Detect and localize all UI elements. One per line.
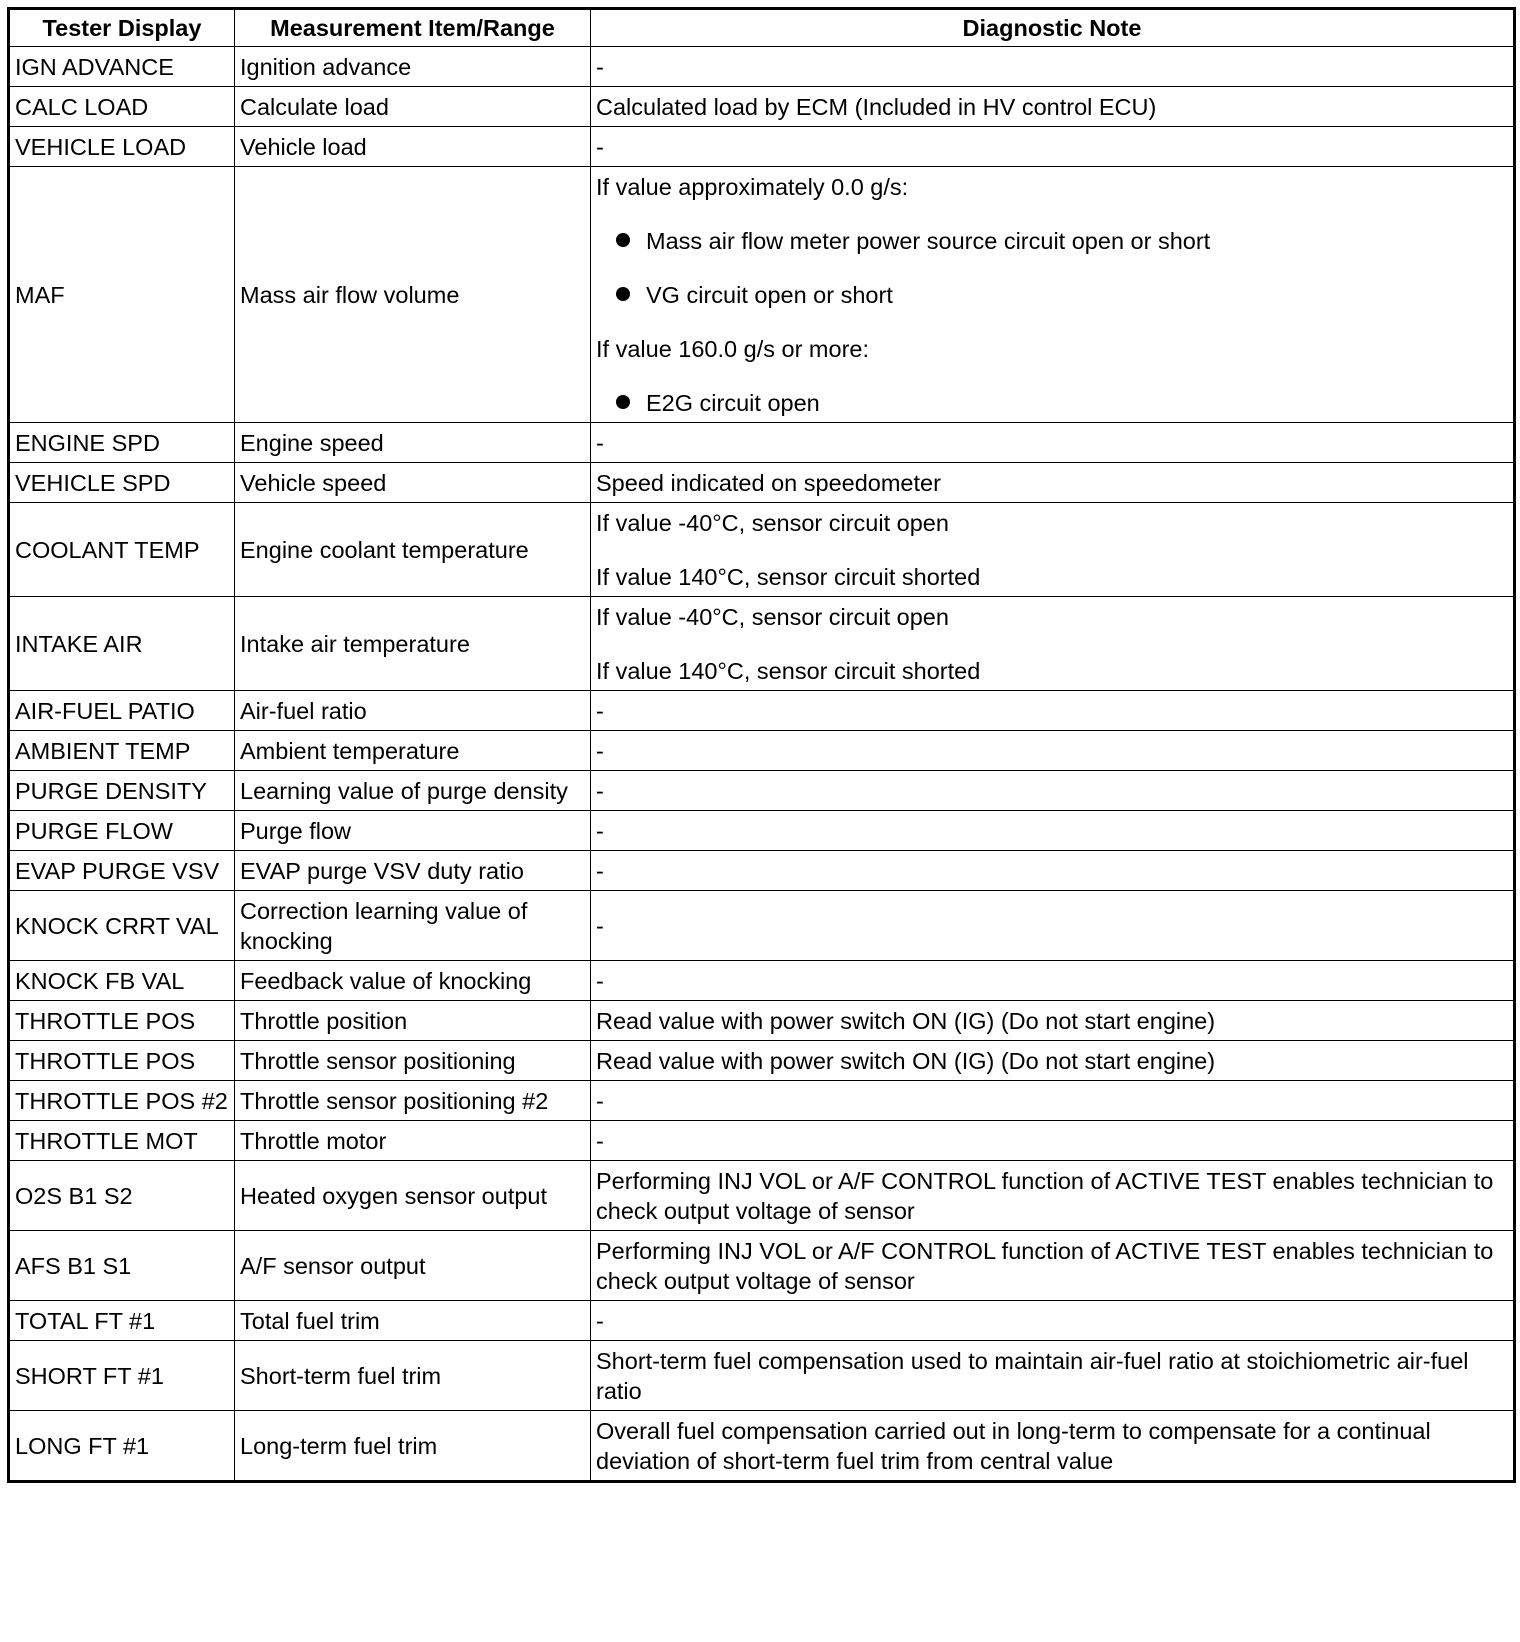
cell-tester-display: KNOCK CRRT VAL [9,891,235,961]
cell-measurement-item: Purge flow [235,811,591,851]
cell-diagnostic-note: - [591,1081,1515,1121]
cell-measurement-item: Vehicle load [235,127,591,167]
table-row [9,1411,1515,1482]
cell-measurement-item: Vehicle speed [235,463,591,503]
cell-measurement-item: EVAP purge VSV duty ratio [235,851,591,891]
cell-diagnostic-note [591,503,1515,597]
cell-tester-display: VEHICLE SPD [9,463,235,503]
cell-measurement-item: A/F sensor output [235,1231,591,1301]
table-row [9,167,1515,423]
note-line: If value -40°C, sensor circuit open [596,510,949,536]
bullet-icon [616,395,630,409]
cell-diagnostic-note: Performing INJ VOL or A/F CONTROL function of ACTIVE TEST enables technician to check output voltage of sensor [591,1161,1515,1231]
table-row [9,811,1515,851]
table-row [9,423,1515,463]
cell-tester-display: IGN ADVANCE [9,47,235,87]
table-row [9,47,1515,87]
note-line: If value 140°C, sensor circuit shorted [596,658,981,684]
cell-tester-display: THROTTLE POS [9,1041,235,1081]
cell-measurement-item: Ignition advance [235,47,591,87]
cell-tester-display: COOLANT TEMP [9,503,235,597]
document-page [7,7,1513,1483]
table-row [9,691,1515,731]
cell-diagnostic-note: - [591,961,1515,1001]
cell-diagnostic-note: - [591,1301,1515,1341]
cell-tester-display: INTAKE AIR [9,597,235,691]
cell-diagnostic-note: Overall fuel compensation carried out in long-term to compensate for a continual deviation of short-term fuel trim from central value [591,1411,1515,1482]
table-row [9,1231,1515,1301]
cell-diagnostic-note [591,167,1515,423]
cell-measurement-item: Throttle sensor positioning [235,1041,591,1081]
cell-tester-display: CALC LOAD [9,87,235,127]
cell-diagnostic-note: - [591,423,1515,463]
table-row [9,597,1515,691]
cell-diagnostic-note: - [591,891,1515,961]
bullet-text: E2G circuit open [646,390,820,416]
cell-diagnostic-note: - [591,771,1515,811]
cell-tester-display: O2S B1 S2 [9,1161,235,1231]
header-tester-display: Tester Display [9,9,235,47]
cell-tester-display: VEHICLE LOAD [9,127,235,167]
table-header-row [9,9,1515,47]
cell-tester-display: TOTAL FT #1 [9,1301,235,1341]
bullet-icon [616,287,630,301]
cell-tester-display: MAF [9,167,235,423]
cell-measurement-item: Engine coolant temperature [235,503,591,597]
cell-measurement-item: Throttle sensor positioning #2 [235,1081,591,1121]
diagnostic-data-table [7,7,1516,1483]
table-row [9,1001,1515,1041]
cell-measurement-item: Throttle motor [235,1121,591,1161]
note-line: If value 160.0 g/s or more: [596,336,870,362]
cell-measurement-item: Intake air temperature [235,597,591,691]
cell-measurement-item: Ambient temperature [235,731,591,771]
cell-tester-display: PURGE DENSITY [9,771,235,811]
cell-measurement-item: Heated oxygen sensor output [235,1161,591,1231]
header-diagnostic-note: Diagnostic Note [591,9,1515,47]
table-row [9,87,1515,127]
cell-diagnostic-note: - [591,1121,1515,1161]
table-row [9,127,1515,167]
table-row [9,503,1515,597]
cell-measurement-item: Engine speed [235,423,591,463]
cell-tester-display: LONG FT #1 [9,1411,235,1482]
table-row [9,731,1515,771]
cell-diagnostic-note: Performing INJ VOL or A/F CONTROL function of ACTIVE TEST enables technician to check output voltage of sensor [591,1231,1515,1301]
table-row [9,1161,1515,1231]
table-row [9,1301,1515,1341]
cell-tester-display: PURGE FLOW [9,811,235,851]
cell-measurement-item: Throttle position [235,1001,591,1041]
table-row [9,771,1515,811]
cell-diagnostic-note: - [591,47,1515,87]
table-row [9,1041,1515,1081]
table-row [9,891,1515,961]
cell-measurement-item: Feedback value of knocking [235,961,591,1001]
cell-tester-display: SHORT FT #1 [9,1341,235,1411]
cell-diagnostic-note: - [591,811,1515,851]
cell-measurement-item: Correction learning value of knocking [235,891,591,961]
cell-measurement-item: Short-term fuel trim [235,1341,591,1411]
cell-tester-display: ENGINE SPD [9,423,235,463]
cell-tester-display: KNOCK FB VAL [9,961,235,1001]
bullet-text: VG circuit open or short [646,282,893,308]
table-row [9,851,1515,891]
cell-tester-display: AFS B1 S1 [9,1231,235,1301]
table-row [9,961,1515,1001]
cell-diagnostic-note: Calculated load by ECM (Included in HV control ECU) [591,87,1515,127]
cell-measurement-item: Calculate load [235,87,591,127]
cell-diagnostic-note: - [591,691,1515,731]
bullet-item [596,226,1508,256]
cell-tester-display: AMBIENT TEMP [9,731,235,771]
bullet-item [596,388,1508,418]
bullet-text: Mass air flow meter power source circuit open or short [646,228,1211,254]
cell-tester-display: THROTTLE POS [9,1001,235,1041]
table-row [9,1121,1515,1161]
bullet-icon [616,233,630,247]
bullet-item [596,280,1508,310]
table-row [9,463,1515,503]
cell-diagnostic-note [591,597,1515,691]
cell-measurement-item: Mass air flow volume [235,167,591,423]
cell-measurement-item: Long-term fuel trim [235,1411,591,1482]
note-line: If value -40°C, sensor circuit open [596,604,949,630]
cell-tester-display: EVAP PURGE VSV [9,851,235,891]
cell-diagnostic-note: Speed indicated on speedometer [591,463,1515,503]
table-row [9,1341,1515,1411]
cell-diagnostic-note: Short-term fuel compensation used to maintain air-fuel ratio at stoichiometric air-fuel ratio [591,1341,1515,1411]
cell-tester-display: THROTTLE MOT [9,1121,235,1161]
cell-tester-display: THROTTLE POS #2 [9,1081,235,1121]
header-measurement-item: Measurement Item/Range [235,9,591,47]
cell-diagnostic-note: - [591,731,1515,771]
cell-diagnostic-note: Read value with power switch ON (IG) (Do not start engine) [591,1041,1515,1081]
note-line: If value 140°C, sensor circuit shorted [596,564,981,590]
cell-diagnostic-note: - [591,127,1515,167]
cell-measurement-item: Total fuel trim [235,1301,591,1341]
cell-tester-display: AIR-FUEL PATIO [9,691,235,731]
cell-diagnostic-note: Read value with power switch ON (IG) (Do not start engine) [591,1001,1515,1041]
cell-measurement-item: Air-fuel ratio [235,691,591,731]
cell-diagnostic-note: - [591,851,1515,891]
note-line: If value approximately 0.0 g/s: [596,174,909,200]
table-row [9,1081,1515,1121]
cell-measurement-item: Learning value of purge density [235,771,591,811]
